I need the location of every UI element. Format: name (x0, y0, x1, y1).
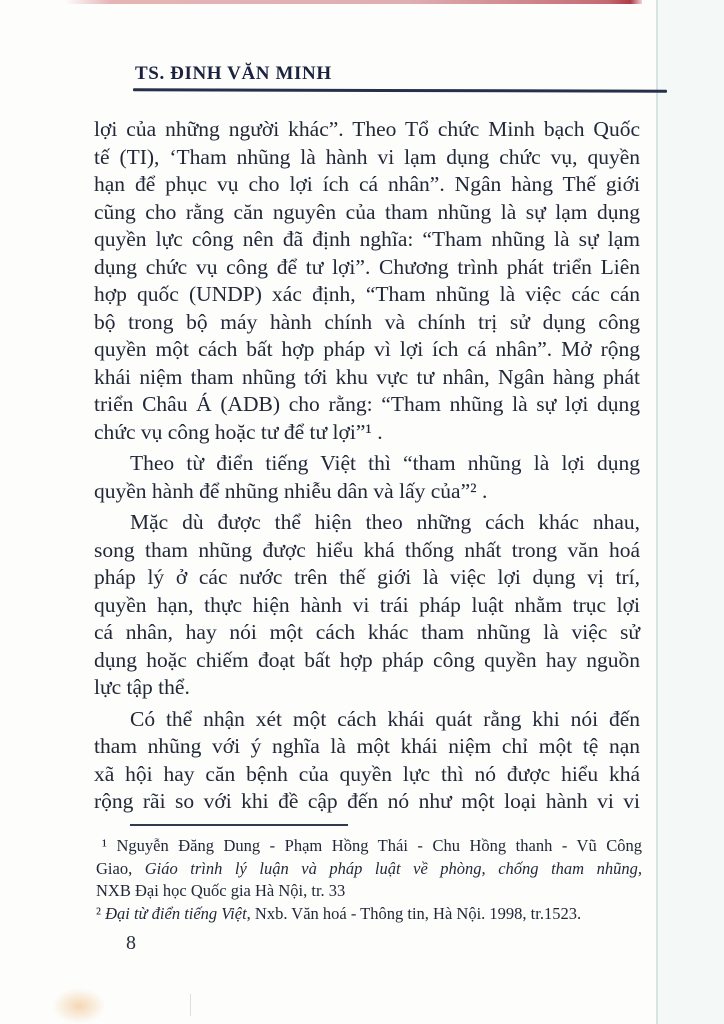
body-line: pháp lý ở các nước trên thế giới là việc lợi dụng vị trí, (94, 565, 640, 589)
body-line: bộ trong bộ máy hành chính và chính trị sử dụng công (94, 309, 640, 334)
header-rule (133, 88, 667, 92)
body-line: rộng rãi so với khi đề cập đến nó như một loại hành vi vi (94, 789, 640, 813)
paragraph-3 (94, 509, 640, 702)
paragraph-2 (94, 450, 640, 505)
footnote-2 (96, 903, 642, 926)
body-line: quyền một cách bất hợp pháp vì lợi ích cá nhân”. Mở rộng (94, 337, 640, 361)
body-line: hạn để phục vụ cho lợi ích cá nhân”. Ngân hàng Thế giới (94, 172, 640, 196)
body-line: lợi của những người khác”. Theo Tổ chức Minh bạch Quốc (94, 117, 640, 141)
body-line: song tham nhũng được hiểu khá thống nhất trong văn hoá (94, 537, 640, 562)
body-line: triển Châu Á (ADB) cho rằng: “Tham nhũng là sự lợi dụng (94, 392, 640, 416)
body-line: Mặc dù được thể hiện theo những cách khác nhau, (130, 510, 640, 534)
body-line: khái niệm tham nhũng tới khu vực tư nhân, Ngân hàng phát (94, 364, 640, 389)
page-number: 8 (126, 932, 136, 954)
body-line: quyền lực công nên đã định nghĩa: “Tham nhũng là sự lạm (94, 227, 640, 251)
body-line: Có thể nhận xét một cách khái quát rằng khi nói đến (130, 706, 640, 731)
body-line: dụng hoặc chiếm đoạt bất hợp pháp công quyền hay nguồn (94, 647, 640, 672)
page-right-edge (656, 0, 658, 1024)
body-line: cá nhân, hay nói một cách khác tham nhũng là việc sử (94, 620, 640, 644)
footnote-line: NXB Đại học Quốc gia Hà Nội, tr. 33 (96, 881, 346, 900)
footnote-1 (96, 835, 642, 903)
body-line: dụng chức vụ công để tư lợi”. Chương trình phát triển Liên (94, 254, 640, 279)
body-line: tế (TI), ‘Tham nhũng là hành vi lạm dụng chức vụ, quyền (94, 144, 640, 169)
author-name: TS. ĐINH VĂN MINH (135, 63, 332, 84)
footnotes (96, 835, 642, 925)
footnote-title-italic: Đại từ điển tiếng Việt (105, 903, 247, 923)
body-line: chức vụ công hoặc tư để tư lợi”¹ . (94, 419, 383, 444)
footnote-line (96, 858, 642, 881)
paragraph-4 (94, 706, 640, 816)
scan-hairline-artifact (190, 994, 191, 1016)
footnote-text: Giao, (96, 858, 145, 878)
body-line: quyền hành để nhũng nhiễu dân và lấy của”² . (94, 478, 488, 503)
scan-background-strip (658, 0, 724, 1024)
body-line: lực tập thể. (94, 675, 190, 699)
body-line: quyền hạn, thực hiện hành vi trái pháp luật nhằm trục lợi (94, 592, 640, 617)
body-line: tham nhũng với ý nghĩa là một khái niệm chỉ một tệ nạn (94, 734, 640, 758)
body-line: Theo từ điển tiếng Việt thì “tham nhũng là lợi dụng (130, 451, 640, 475)
scan-top-edge-artifact (65, 0, 642, 4)
footnote-separator (130, 824, 348, 826)
footnote-title-italic: Giáo trình lý luận và pháp luật về phòng, chống tham nhũng, (144, 858, 643, 878)
body-line: cũng cho rằng căn nguyên của tham nhũng là sự lạm dụng (94, 199, 640, 224)
footnote-line (96, 903, 642, 926)
paragraph-1 (94, 116, 640, 446)
scan-smudge (52, 988, 106, 1024)
footnote-line: ¹ Nguyễn Đăng Dung - Phạm Hồng Thái - Chu Hồng thanh - Vũ Công (102, 836, 642, 855)
body-line: hợp quốc (UNDP) xác định, “Tham nhũng là việc các cán (94, 282, 640, 306)
footnote-text: , Nxb. Văn hoá - Thông tin, Hà Nội. 1998, tr.1523. (246, 903, 582, 923)
body-text (94, 116, 640, 816)
body-line: xã hội hay căn bệnh của quyền lực thì nó được hiểu khá (94, 761, 640, 786)
footnote-marker: ² (96, 903, 106, 923)
